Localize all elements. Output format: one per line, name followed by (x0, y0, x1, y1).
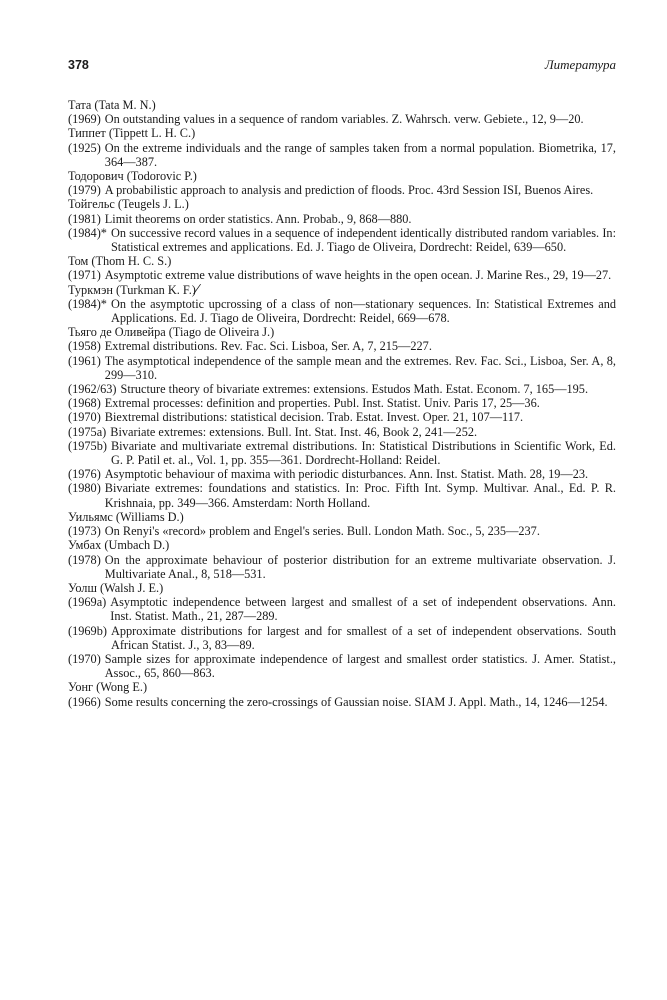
reference-year: (1969) (68, 112, 101, 127)
reference-year: (1966) (68, 694, 101, 709)
author-name: Тойгельс (Teugels J. L.) (68, 197, 189, 212)
reference-entry (68, 339, 616, 353)
author-heading (68, 126, 616, 140)
reference-text: Biextremal distributions: statistical decision. Trab. Estat. Invest. Oper. 21, 107—117. (104, 410, 524, 425)
reference-entry (68, 553, 616, 581)
reference-year: (1958) (68, 339, 101, 354)
author-heading (68, 98, 616, 112)
reference-year: (1980) (68, 481, 101, 496)
author-heading (68, 197, 616, 211)
reference-entry (68, 297, 616, 325)
reference-text: Approximate distributions for largest and for smallest of a set of independent observations. South African Statist. J., 3, 83—89. (110, 623, 616, 652)
reference-year: (1969a) (68, 595, 107, 610)
handwritten-check-mark: ∕ (195, 281, 199, 298)
author-name: Тьяго де Оливейра (Tiago de Oliveira J.) (68, 325, 275, 340)
page-header (68, 58, 616, 98)
author-name: Тата (Tata M. N.) (68, 98, 156, 112)
reference-entry (68, 425, 616, 439)
reference-entry (68, 524, 616, 538)
reference-text: Extremal processes: definition and properties. Publ. Inst. Statist. Univ. Paris 17, 25—36. (104, 396, 540, 411)
reference-entry (68, 183, 616, 197)
reference-year: (1975a) (68, 424, 107, 439)
reference-text: Extremal distributions. Rev. Fac. Sci. Lisboa, Ser. A, 7, 215—227. (104, 339, 432, 354)
reference-text: Asymptotic behaviour of maxima with periodic disturbances. Ann. Inst. Statist. Math. 28, 19—23. (104, 467, 589, 482)
reference-year: (1962/63) (68, 382, 117, 397)
running-title: Литература (544, 57, 616, 72)
reference-entry (68, 467, 616, 481)
author-heading (68, 510, 616, 524)
reference-year: (1981) (68, 211, 101, 226)
author-heading (68, 325, 616, 339)
reference-year: (1969b) (68, 623, 107, 638)
reference-text: Sample sizes for approximate independence of largest and smallest order statistics. J. Amer. Statist., Assoc., 65, 860—863. (104, 651, 616, 681)
author-name: Тодорович (Todorovic P.) (68, 169, 197, 184)
reference-year: (1970) (68, 410, 101, 425)
author-name: Уолш (Walsh J. E.) (68, 580, 164, 595)
reference-text: On successive record values in a sequence of independent identically distributed random variables. In: Statistical extremes and applications. Ed. J. Tiago de Oliveira, Dordrecht: Reidel, 639—650. (110, 225, 616, 255)
reference-year: (1984)* (68, 296, 107, 311)
reference-year: (1970) (68, 651, 101, 666)
author-name: Туркмэн (Turkman K. F.) (68, 282, 196, 297)
author-heading (68, 169, 616, 183)
reference-entry (68, 212, 616, 226)
reference-year: (1968) (68, 396, 101, 411)
reference-text: Structure theory of bivariate extremes: extensions. Estudos Math. Estat. Econom. 7, 165—195. (120, 382, 589, 397)
author-heading (68, 581, 616, 595)
reference-entry (68, 695, 616, 709)
reference-text: The asymptotical independence of the sample mean and the extremes. Rev. Fac. Sci., Lisboa, Ser. A, 8, 299—310. (104, 353, 616, 382)
reference-text: Bivariate extremes: extensions. Bull. Int. Stat. Inst. 46, Book 2, 241—252. (110, 424, 478, 439)
author-heading (68, 254, 616, 268)
reference-text: Limit theorems on order statistics. Ann. Probab., 9, 868—880. (104, 211, 412, 226)
reference-year: (1975b) (68, 438, 107, 453)
reference-entry (68, 652, 616, 680)
reference-entry (68, 354, 616, 382)
author-name: Уонг (Wong E.) (68, 680, 148, 695)
author-name: Том (Thom H. C. S.) (68, 254, 172, 269)
reference-text: On the approximate behaviour of posterior distribution for an extreme multivariate observation. J. Multivariate Anal., 8, 518—531. (104, 552, 616, 581)
author-name: Типпет (Tippett L. H. C.) (68, 126, 196, 141)
author-heading (68, 283, 616, 297)
reference-entry (68, 410, 616, 424)
reference-entry (68, 141, 616, 169)
reference-year: (1978) (68, 552, 101, 567)
reference-year: (1976) (68, 467, 101, 482)
reference-year: (1961) (68, 353, 101, 368)
reference-text: On outstanding values in a sequence of random variables. Z. Wahrsch. verw. Gebiete., 12, 9—20. (104, 112, 584, 127)
author-name: Умбах (Umbach D.) (68, 538, 170, 553)
page-number: 378 (68, 58, 89, 72)
reference-year: (1979) (68, 183, 101, 198)
reference-entry (68, 481, 616, 509)
author-heading (68, 538, 616, 552)
reference-text: Asymptotic extreme value distributions of wave heights in the open ocean. J. Marine Res., 29, 19—27. (104, 268, 612, 283)
book-page (68, 58, 616, 709)
reference-text: Bivariate and multivariate extremal distributions. In: Statistical Distributions in Scientific Work, Ed. G. P. Patil et. al., Vol. 1, pp. 355—361. Dordrecht-Holland: Reidel. (110, 438, 616, 468)
reference-list (68, 98, 616, 709)
reference-year: (1971) (68, 268, 101, 283)
reference-entry (68, 439, 616, 467)
reference-year: (1984)* (68, 225, 107, 240)
reference-entry (68, 382, 616, 396)
reference-text: Some results concerning the zero-crossings of Gaussian noise. SIAM J. Appl. Math., 14, 1246—1254. (104, 694, 608, 709)
reference-entry (68, 268, 616, 282)
reference-text: On the extreme individuals and the range of samples taken from a normal population. Biometrika, 17, 364—387. (104, 140, 616, 169)
reference-entry (68, 396, 616, 410)
reference-entry (68, 112, 616, 126)
reference-text: Bivariate extremes: foundations and statistics. In: Proc. Fifth Int. Symp. Multivar. Anal., Ed. P. R. Krishnaia, pp. 349—366. Amsterdam: North Holland. (104, 481, 616, 510)
reference-text: A probabilistic approach to analysis and prediction of floods. Proc. 43rd Session ISI, Buenos Aires. (104, 183, 594, 198)
reference-year: (1925) (68, 140, 101, 155)
reference-text: On the asymptotic upcrossing of a class of non—stationary sequences. In: Statistical Extremes and Applications. Ed. J. Tiago de Oliveira, Dordrecht: Reidel, 669—678. (110, 296, 616, 326)
author-heading (68, 680, 616, 694)
reference-entry (68, 595, 616, 623)
reference-text: On Renyi's «record» problem and Engel's series. Bull. London Math. Soc., 5, 235—237. (104, 524, 540, 539)
reference-entry (68, 624, 616, 652)
author-name: Уильямс (Williams D.) (68, 509, 184, 524)
reference-year: (1973) (68, 524, 101, 539)
reference-text: Asymptotic independence between largest and smallest of a set of independent observations. Ann. Inst. Statist. Math., 21, 287—289. (110, 595, 616, 624)
reference-entry (68, 226, 616, 254)
